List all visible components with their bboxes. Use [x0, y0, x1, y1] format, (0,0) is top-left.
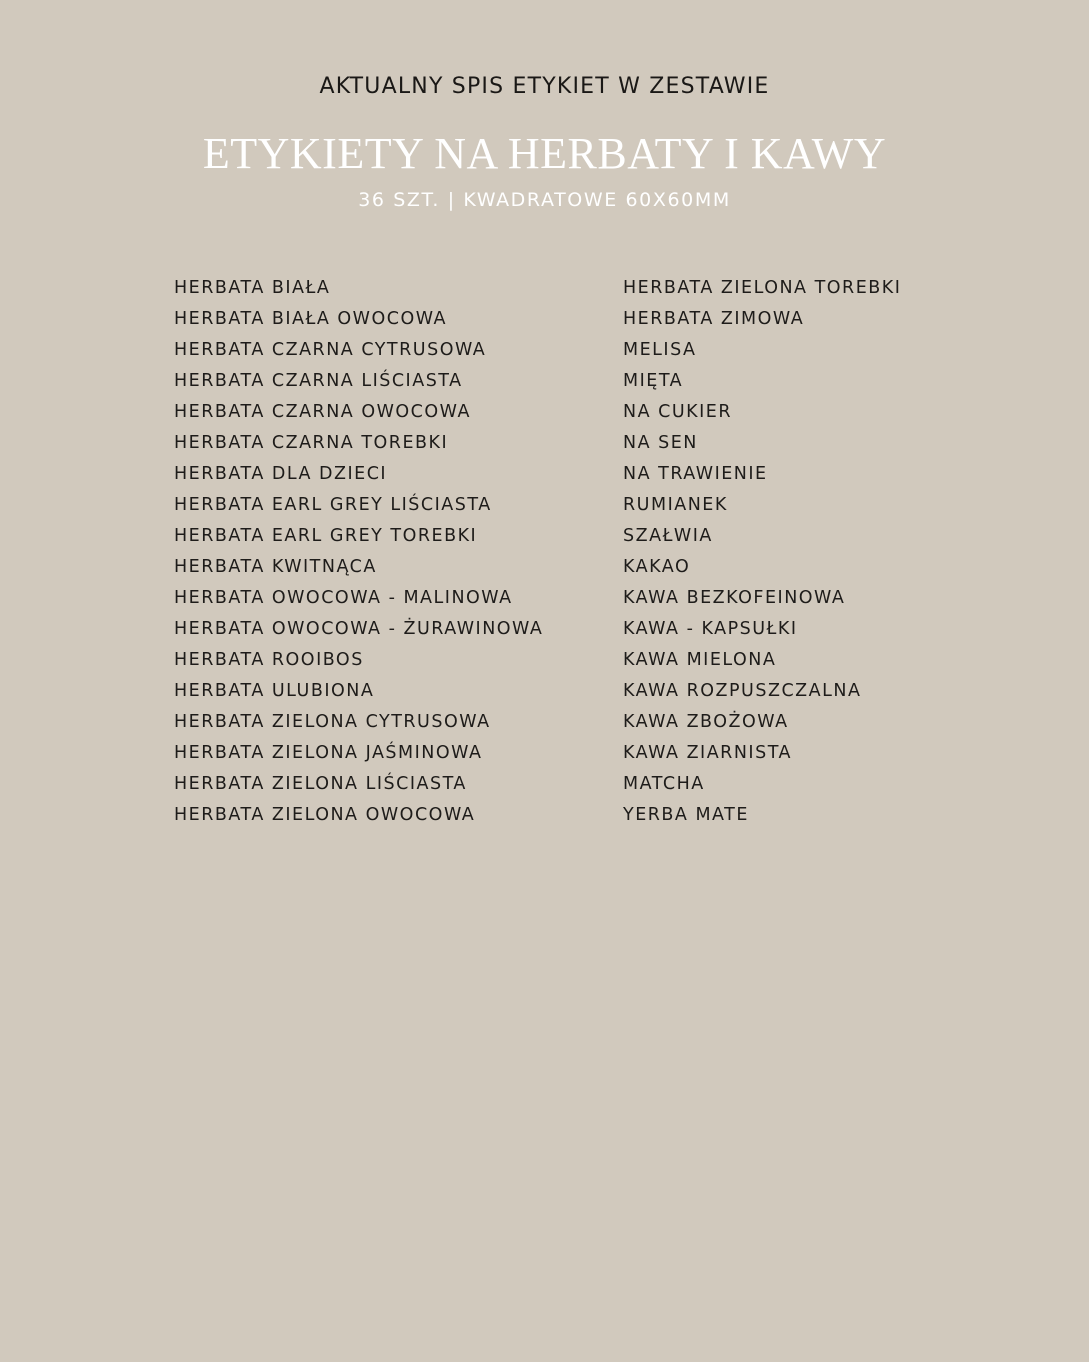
list-item: HERBATA OWOCOWA - MALINOWA	[174, 588, 513, 608]
list-item: HERBATA CZARNA LIŚCIASTA	[174, 371, 463, 391]
list-item: KAWA ZIARNISTA	[623, 743, 793, 763]
list-item: HERBATA CZARNA CYTRUSOWA	[174, 340, 487, 360]
list-item: HERBATA BIAŁA	[174, 278, 331, 298]
list-item: YERBA MATE	[623, 805, 749, 825]
list-item: KAWA MIELONA	[623, 650, 777, 670]
list-item: HERBATA OWOCOWA - ŻURAWINOWA	[174, 619, 544, 639]
list-item: HERBATA ZIELONA TOREBKI	[623, 278, 902, 298]
kicker-heading: AKTUALNY SPIS ETYKIET W ZESTAWIE	[319, 74, 770, 99]
list-item: KAWA ROZPUSZCZALNA	[623, 681, 862, 701]
list-item: KAWA - KAPSUŁKI	[623, 619, 798, 639]
list-item: NA SEN	[623, 433, 698, 453]
list-item: SZAŁWIA	[623, 526, 713, 546]
list-item: HERBATA BIAŁA OWOCOWA	[174, 309, 448, 329]
list-item: HERBATA ZIELONA CYTRUSOWA	[174, 712, 491, 732]
list-item: HERBATA CZARNA OWOCOWA	[174, 402, 471, 422]
list-item: MIĘTA	[623, 371, 684, 391]
list-item: HERBATA KWITNĄCA	[174, 557, 377, 577]
list-item: NA CUKIER	[623, 402, 733, 422]
page-title: ETYKIETY NA HERBATY I KAWY	[202, 129, 887, 178]
list-item: HERBATA ULUBIONA	[174, 681, 375, 701]
list-item: MATCHA	[623, 774, 705, 794]
list-item: MELISA	[623, 340, 697, 360]
list-item: KAWA BEZKOFEINOWA	[623, 588, 846, 608]
list-item: HERBATA ZIMOWA	[623, 309, 805, 329]
list-item: KAKAO	[623, 557, 691, 577]
list-item: HERBATA ROOIBOS	[174, 650, 364, 670]
list-item: HERBATA CZARNA TOREBKI	[174, 433, 449, 453]
list-item: NA TRAWIENIE	[623, 464, 768, 484]
list-item: HERBATA ZIELONA LIŚCIASTA	[174, 774, 467, 794]
list-item: KAWA ZBOŻOWA	[623, 712, 789, 732]
subtitle: 36 SZT. | KWADRATOWE 60X60MM	[358, 189, 731, 211]
label-list-right	[623, 275, 901, 833]
list-item: HERBATA EARL GREY TOREBKI	[174, 526, 478, 546]
list-item: HERBATA ZIELONA OWOCOWA	[174, 805, 476, 825]
list-item: HERBATA DLA DZIECI	[174, 464, 388, 484]
list-item: HERBATA ZIELONA JAŚMINOWA	[174, 743, 483, 763]
list-item: HERBATA EARL GREY LIŚCIASTA	[174, 495, 492, 515]
list-item: RUMIANEK	[623, 495, 728, 515]
label-list-left	[174, 275, 543, 833]
